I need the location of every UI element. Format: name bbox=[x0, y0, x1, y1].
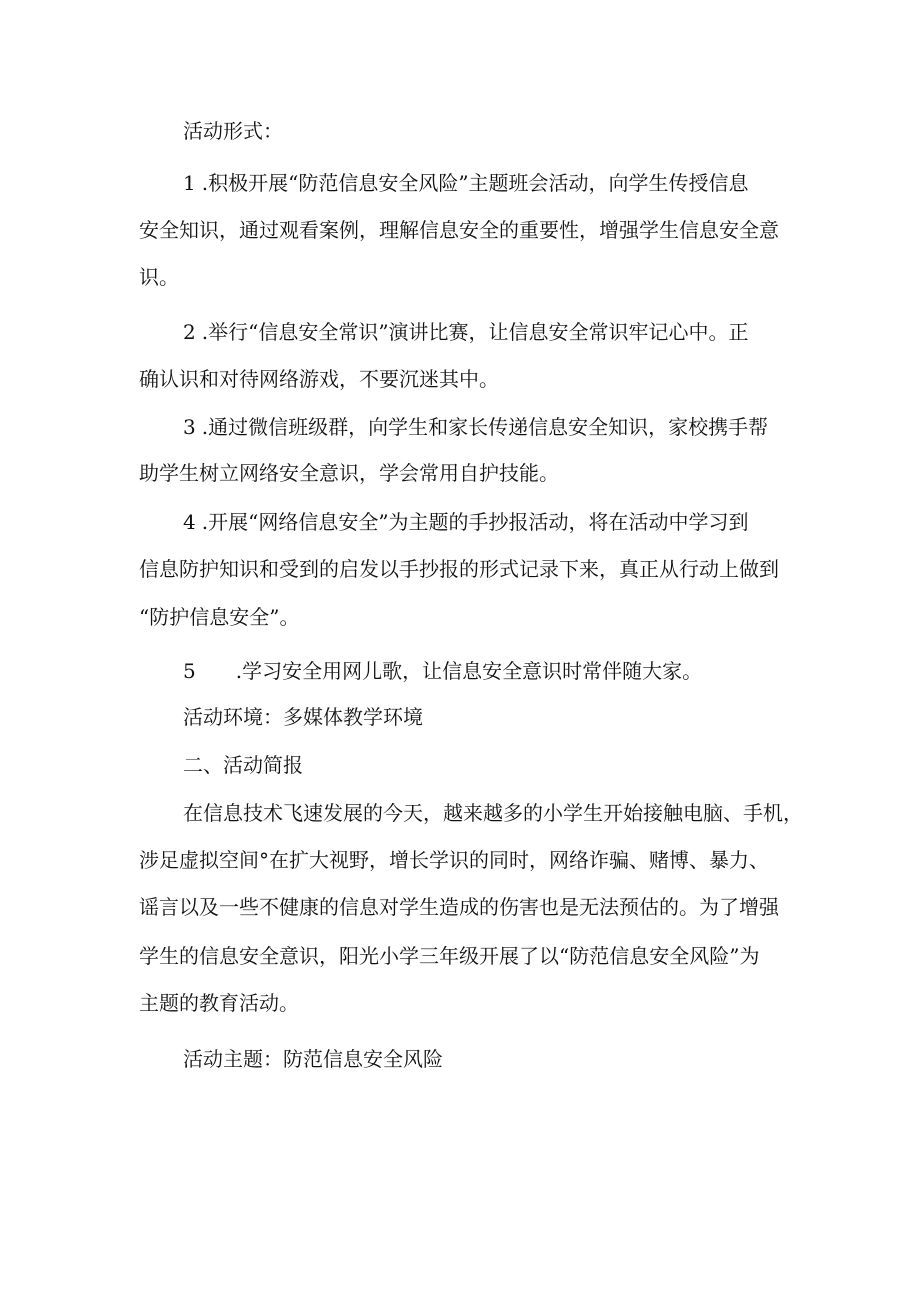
list-item-1-line-1 bbox=[183, 169, 749, 197]
list-item-2-text: .举行“信息安全常识”演讲比赛，让信息安全常识牢记心中。正 bbox=[201, 320, 749, 344]
list-item-5-text: .学习安全用网儿歌，让信息安全意识时常伴随大家。 bbox=[235, 659, 703, 683]
list-item-3-line-1 bbox=[183, 413, 768, 441]
list-item-1-line-3: 识。 bbox=[139, 265, 179, 289]
list-item-4-text: .开展“网络信息安全”为主题的手抄报活动，将在活动中学习到 bbox=[201, 510, 749, 534]
activity-environment: 活动环境：多媒体教学环境 bbox=[183, 705, 423, 729]
list-item-1-line-2: 安全知识，通过观看案例，理解信息安全的重要性，增强学生信息安全意 bbox=[139, 218, 779, 242]
report-line-5: 主题的教育活动。 bbox=[139, 991, 299, 1015]
activity-form-heading: 活动形式： bbox=[183, 119, 283, 143]
list-item-4-line-3: “防护信息安全”。 bbox=[139, 605, 300, 629]
list-item-1-text: .积极开展“防范信息安全风险”主题班会活动，向学生传授信息 bbox=[201, 171, 749, 195]
list-item-2-number: 2 bbox=[183, 320, 196, 344]
list-item-1-number: 1 bbox=[183, 171, 196, 195]
section-heading: 二、活动简报 bbox=[183, 753, 303, 777]
list-item-3-text: .通过微信班级群，向学生和家长传递信息安全知识，家校携手帮 bbox=[201, 415, 769, 439]
list-item-3-line-2: 助学生树立网络安全意识，学会常用自护技能。 bbox=[139, 461, 559, 485]
list-item-2-line-1 bbox=[183, 318, 749, 346]
report-line-3: 谣言以及一些不健康的信息对学生造成的伤害也是无法预估的。为了增强 bbox=[139, 895, 779, 919]
report-line-4: 学生的信息安全意识，阳光小学三年级开展了以“防范信息安全风险”为 bbox=[139, 944, 760, 968]
list-item-5-line-1 bbox=[183, 657, 702, 685]
activity-theme: 活动主题：防范信息安全风险 bbox=[183, 1047, 443, 1071]
list-item-2-line-2: 确认识和对待网络游戏，不要沉迷其中。 bbox=[139, 367, 499, 391]
list-item-4-line-2: 信息防护知识和受到的启发以手抄报的形式记录下来，真正从行动上做到 bbox=[139, 557, 779, 581]
report-line-1: 在信息技术飞速发展的今天，越来越多的小学生开始接触电脑、手机， bbox=[183, 801, 803, 825]
list-item-3-number: 3 bbox=[183, 415, 196, 439]
list-item-4-line-1 bbox=[183, 508, 749, 536]
list-item-5-number: 5 bbox=[183, 659, 196, 683]
list-item-4-number: 4 bbox=[183, 510, 196, 534]
report-line-2: 涉足虚拟空间°在扩大视野，增长学识的同时，网络诈骗、赌博、暴力、 bbox=[139, 848, 769, 872]
